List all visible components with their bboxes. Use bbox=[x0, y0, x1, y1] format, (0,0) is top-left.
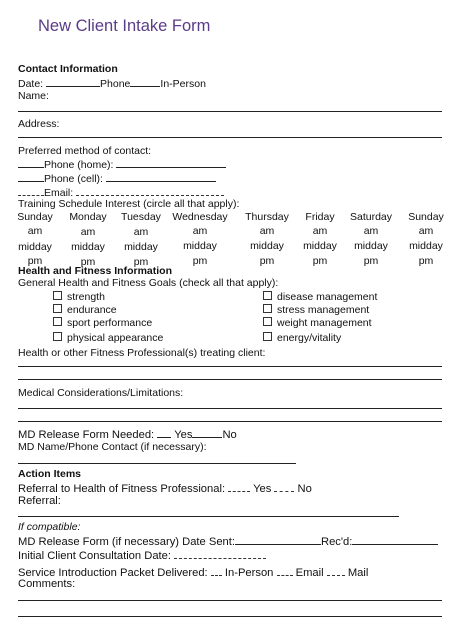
packet-row bbox=[18, 565, 368, 579]
day-column bbox=[398, 211, 454, 267]
slot-am[interactable]: am bbox=[259, 225, 275, 237]
phone-home-check[interactable] bbox=[18, 157, 44, 168]
comments-label: Comments: bbox=[18, 578, 76, 590]
referral-no-field[interactable] bbox=[274, 481, 294, 492]
goal-item[interactable] bbox=[53, 332, 163, 344]
phone-cell-check[interactable] bbox=[18, 171, 44, 182]
medical-label: Medical Considerations/Limitations: bbox=[18, 387, 184, 399]
referral-yes-field[interactable] bbox=[228, 481, 250, 492]
packet-inperson-label: In-Person bbox=[224, 567, 274, 579]
goals-label: General Health and Fitness Goals (check all that apply): bbox=[18, 277, 279, 289]
slot-am[interactable]: am bbox=[133, 226, 149, 238]
packet-mail-label: Mail bbox=[347, 567, 369, 579]
professional-label: Health or other Fitness Professional(s) treating client: bbox=[18, 347, 266, 359]
slot-am[interactable]: am bbox=[418, 225, 434, 237]
referral-line[interactable] bbox=[18, 516, 399, 517]
initial-consult-row bbox=[18, 548, 266, 562]
checkbox-icon[interactable] bbox=[53, 332, 62, 341]
name-line[interactable] bbox=[18, 111, 442, 112]
slot-midday[interactable]: midday bbox=[124, 241, 158, 253]
date-field[interactable] bbox=[46, 76, 100, 87]
checkbox-icon[interactable] bbox=[263, 291, 272, 300]
page-title: New Client Intake Form bbox=[38, 17, 211, 35]
goal-item[interactable] bbox=[263, 332, 341, 344]
day-column bbox=[172, 211, 228, 267]
preferred-heading: Preferred method of contact: bbox=[18, 145, 152, 157]
slot-am[interactable]: am bbox=[192, 225, 208, 237]
packet-email-field[interactable] bbox=[277, 565, 293, 576]
phone-cell-field[interactable] bbox=[106, 171, 216, 182]
professional-line[interactable] bbox=[18, 366, 442, 367]
referral-yes-label: Yes bbox=[253, 483, 272, 495]
checkbox-icon[interactable] bbox=[53, 291, 62, 300]
goal-item[interactable] bbox=[53, 317, 152, 329]
initial-consult-field[interactable] bbox=[174, 548, 266, 559]
packet-mail-field[interactable] bbox=[327, 565, 345, 576]
md-release-row bbox=[18, 427, 237, 441]
goal-item[interactable] bbox=[53, 291, 105, 303]
day-name: Saturday bbox=[349, 211, 393, 223]
slot-pm[interactable]: pm bbox=[259, 255, 275, 267]
phone-home-field[interactable] bbox=[116, 157, 226, 168]
slot-midday[interactable]: midday bbox=[71, 241, 105, 253]
slot-midday[interactable]: midday bbox=[18, 241, 52, 253]
goal-label: strength bbox=[67, 291, 105, 303]
medical-line[interactable] bbox=[18, 408, 442, 409]
slot-am[interactable]: am bbox=[363, 225, 379, 237]
slot-am[interactable]: am bbox=[80, 226, 96, 238]
md-release-no-field[interactable] bbox=[192, 427, 222, 438]
goal-label: weight management bbox=[277, 317, 372, 329]
actions-heading: Action Items bbox=[18, 468, 82, 480]
slot-pm[interactable]: pm bbox=[133, 256, 149, 268]
md-release-yes-label: Yes bbox=[174, 429, 193, 441]
referral-to-label: Referral to Health of Fitness Professional: bbox=[18, 483, 226, 495]
email-label: Email: bbox=[44, 187, 74, 199]
email-field[interactable] bbox=[76, 185, 224, 196]
md-sent-label: MD Release Form (if necessary) Date Sent: bbox=[18, 536, 235, 548]
name-label: Name: bbox=[18, 90, 49, 102]
day-name: Friday bbox=[305, 211, 335, 223]
date-label: Date: bbox=[18, 78, 44, 90]
goal-item[interactable] bbox=[53, 304, 117, 316]
slot-midday[interactable]: midday bbox=[303, 240, 337, 252]
phone-option-field[interactable] bbox=[130, 76, 160, 87]
checkbox-icon[interactable] bbox=[263, 304, 272, 313]
md-name-label: MD Name/Phone Contact (if necessary): bbox=[18, 441, 207, 453]
goal-label: physical appearance bbox=[67, 332, 164, 344]
referral-to-row bbox=[18, 481, 312, 495]
checkbox-icon[interactable] bbox=[53, 304, 62, 313]
checkbox-icon[interactable] bbox=[263, 332, 272, 341]
initial-consult-label: Initial Client Consultation Date: bbox=[18, 550, 171, 562]
referral-label: Referral: bbox=[18, 495, 61, 507]
day-column bbox=[7, 211, 63, 267]
phone-home-label: Phone (home): bbox=[44, 159, 114, 171]
goal-label: energy/vitality bbox=[277, 332, 342, 344]
goal-label: disease management bbox=[277, 291, 378, 303]
address-line[interactable] bbox=[18, 137, 442, 138]
md-sent-row bbox=[18, 534, 438, 548]
goal-item[interactable] bbox=[263, 304, 369, 316]
goal-item[interactable] bbox=[263, 317, 372, 329]
day-name: Tuesday bbox=[121, 211, 161, 223]
compatible-heading: If compatible: bbox=[18, 521, 81, 533]
comments-line[interactable] bbox=[18, 600, 442, 601]
phone-cell-label: Phone (cell): bbox=[44, 173, 103, 185]
phone-home-row bbox=[18, 157, 226, 171]
day-column bbox=[239, 211, 295, 267]
day-column bbox=[60, 211, 116, 268]
day-column bbox=[113, 211, 169, 268]
phone-option-label: Phone bbox=[100, 78, 131, 90]
md-release-yes-field[interactable] bbox=[157, 427, 171, 438]
slot-am[interactable]: am bbox=[27, 225, 43, 237]
recd-label: Rec'd: bbox=[320, 536, 353, 548]
slot-pm[interactable]: pm bbox=[80, 256, 96, 268]
md-release-label: MD Release Form Needed: bbox=[18, 429, 155, 441]
inperson-option-label: In-Person bbox=[160, 78, 206, 90]
date-row bbox=[18, 76, 206, 90]
day-name: Monday bbox=[69, 211, 107, 223]
medical-line[interactable] bbox=[18, 421, 442, 422]
packet-email-label: Email bbox=[295, 567, 324, 579]
md-sent-field[interactable] bbox=[235, 534, 321, 545]
phone-cell-row bbox=[18, 171, 216, 185]
schedule-heading: Training Schedule Interest (circle all that apply): bbox=[18, 198, 240, 210]
slot-pm[interactable]: pm bbox=[363, 255, 379, 267]
health-heading: Health and Fitness Information bbox=[18, 265, 173, 277]
md-name-line[interactable] bbox=[18, 463, 296, 464]
md-release-no-label: No bbox=[222, 429, 237, 441]
checkbox-icon[interactable] bbox=[263, 317, 272, 326]
goal-label: endurance bbox=[67, 304, 117, 316]
slot-pm[interactable]: pm bbox=[312, 255, 328, 267]
slot-midday[interactable]: midday bbox=[409, 240, 443, 252]
day-name: Wednesday bbox=[172, 211, 228, 223]
slot-pm[interactable]: pm bbox=[418, 255, 434, 267]
slot-pm[interactable]: pm bbox=[192, 255, 208, 267]
day-column bbox=[343, 211, 399, 267]
goal-label: stress management bbox=[277, 304, 370, 316]
slot-am[interactable]: am bbox=[312, 225, 328, 237]
day-name: Sunday bbox=[408, 211, 444, 223]
professional-line[interactable] bbox=[18, 379, 442, 380]
day-name: Thursday bbox=[245, 211, 289, 223]
recd-field[interactable] bbox=[352, 534, 438, 545]
day-name: Sunday bbox=[17, 211, 53, 223]
email-row bbox=[18, 185, 224, 199]
goal-label: sport performance bbox=[67, 317, 153, 329]
day-column bbox=[292, 211, 348, 267]
email-check[interactable] bbox=[18, 185, 44, 196]
contact-heading: Contact Information bbox=[18, 63, 118, 75]
packet-label: Service Introduction Packet Delivered: bbox=[18, 567, 208, 579]
checkbox-icon[interactable] bbox=[53, 317, 62, 326]
referral-no-label: No bbox=[297, 483, 312, 495]
goal-item[interactable] bbox=[263, 291, 377, 303]
comments-line[interactable] bbox=[18, 616, 442, 617]
slot-pm[interactable]: pm bbox=[27, 255, 43, 267]
slot-midday[interactable]: midday bbox=[183, 240, 217, 252]
slot-midday[interactable]: midday bbox=[354, 240, 388, 252]
packet-inperson-field[interactable] bbox=[211, 565, 222, 576]
slot-midday[interactable]: midday bbox=[250, 240, 284, 252]
address-label: Address: bbox=[18, 118, 60, 130]
